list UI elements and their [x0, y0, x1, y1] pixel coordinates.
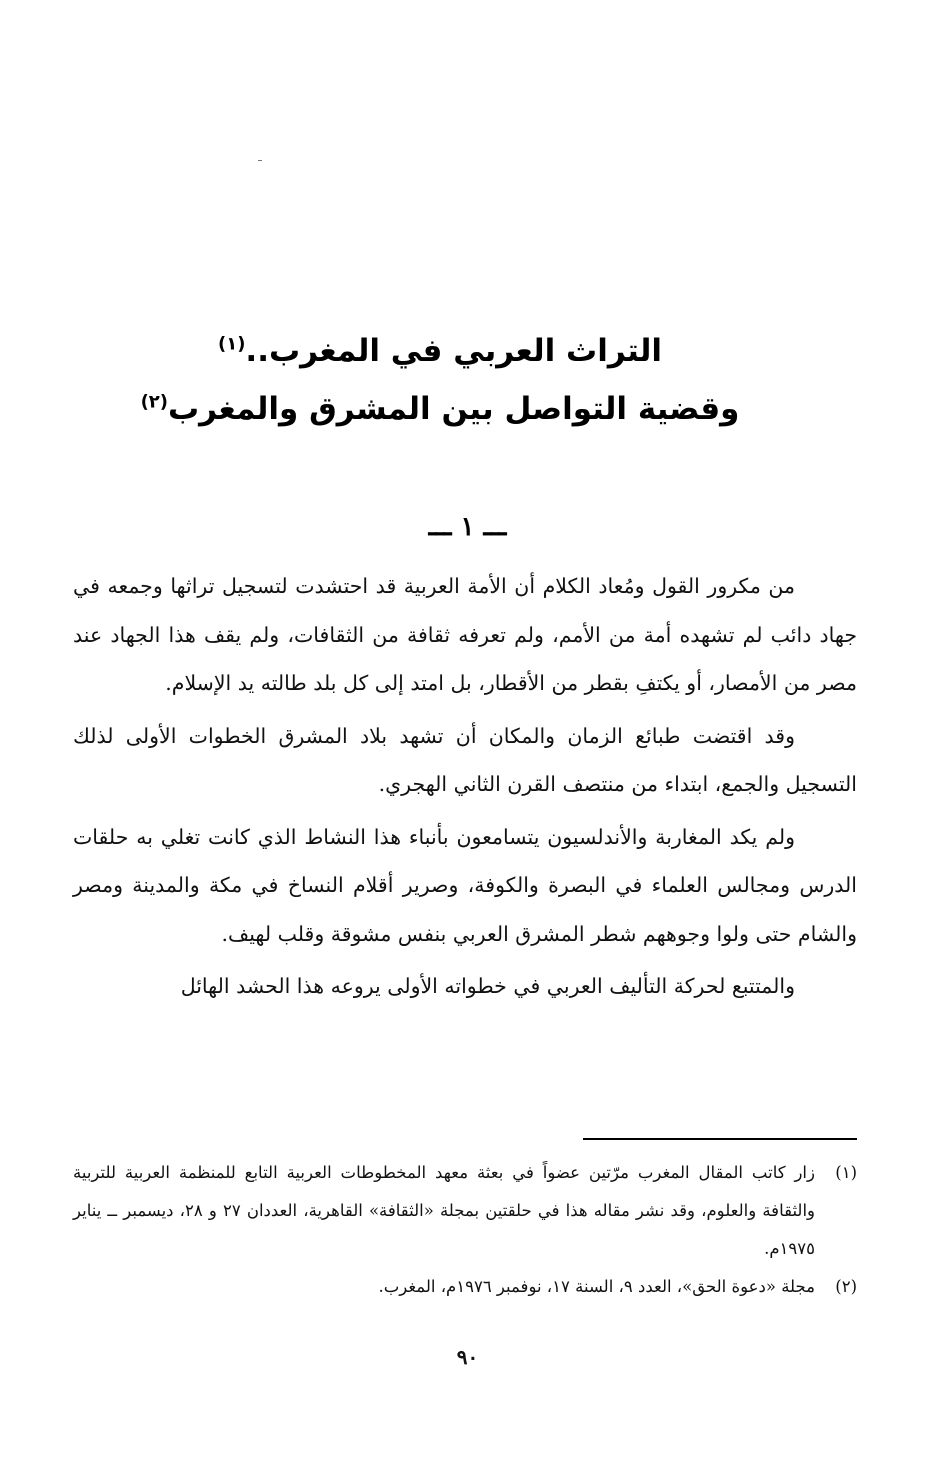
paragraph-3: ولم يكد المغاربة والأندلسيون يتسامعون بأنباء هذا النشاط الذي كانت تغلي به حلقات الدرس ومجالس العلماء في البصرة والكوفة، وصرير أقلام النساخ في مكة والمدينة ومصر والشام حتى ولوا وجوههم شطر المشرق العربي بنفس مشوقة وقلب لهيف. — [73, 824, 857, 946]
scan-speck — [258, 160, 262, 161]
title-footnote-ref-2: (٢) — [140, 391, 169, 413]
title-line-2-text: وقضية التواصل بين المشرق والمغرب — [168, 391, 740, 427]
footnote-1 — [73, 1154, 857, 1268]
footnote-text-2: مجلة «دعوة الحق»، العدد ٩، السنة ١٧، نوفمبر ١٩٧٦م، المغرب. — [378, 1277, 815, 1296]
body-text — [73, 562, 857, 1015]
article-title — [120, 322, 760, 438]
footnote-text-1: زار كاتب المقال المغرب مرّتين عضواً في بعثة معهد المخطوطات العربية التابع للمنظمة العربية للتربية والثقافة والعلوم، وقد نشر مقاله هذا في حلقتين بمجلة «الثقافة» القاهرية، العددان ٢٧ و ٢٨، ديسمبر ــ يناير ١٩٧٥م. — [73, 1163, 815, 1258]
title-line-1 — [120, 322, 760, 380]
footnote-2 — [73, 1268, 857, 1306]
paragraph-4: والمتتبع لحركة التأليف العربي في خطواته الأولى يروعه هذا الحشد الهائل — [180, 974, 795, 998]
footnote-separator — [583, 1138, 857, 1140]
paragraph-1: من مكرور القول ومُعاد الكلام أن الأمة العربية قد احتشدت لتسجيل تراثها وجمعه في جهاد دائب لم تشهده أمة من الأمم، ولم تعرفه ثقافة من الثقافات، ولم يقف هذا الجهاد عند مصر من الأمصار، أو يكتفِ بقطر من الأقطار، بل امتد إلى كل بلد طالته يد الإسلام. — [73, 574, 857, 695]
paragraph-2: وقد اقتضت طبائع الزمان والمكان أن تشهد بلاد المشرق الخطوات الأولى لذلك التسجيل والجمع، ابتداء من منتصف القرن الثاني الهجري. — [73, 723, 857, 796]
title-footnote-ref-1: (١) — [217, 333, 246, 355]
title-line-2 — [120, 380, 760, 438]
footnote-number-2: (٢) — [835, 1277, 857, 1296]
footnote-number-1: (١) — [835, 1163, 857, 1182]
page-number: ٩٠ — [456, 1345, 479, 1369]
title-line-1-text: التراث العربي في المغرب.. — [245, 333, 663, 369]
section-number: ـــ ١ ـــ — [428, 512, 507, 542]
footnotes — [73, 1154, 857, 1306]
